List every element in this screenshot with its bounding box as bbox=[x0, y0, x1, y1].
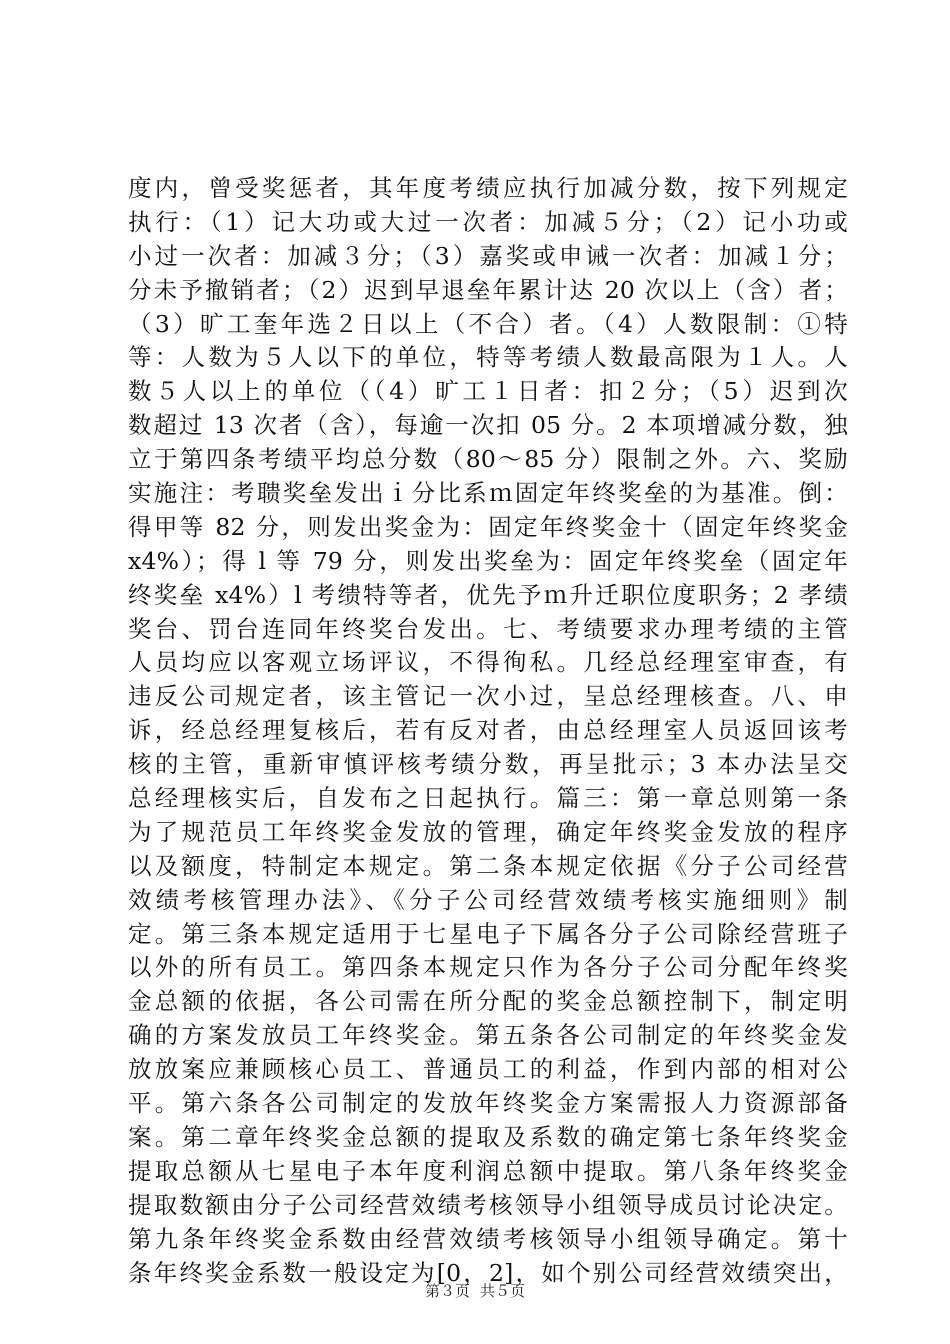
text-line: 以及额度，特制定本规定。第二条本规定依据《分子公司经营 bbox=[128, 851, 848, 880]
text-line: （3）旷工奎年选２日以上（不合）者。（4）人数限制：①特 bbox=[128, 309, 848, 338]
text-line: 平。第六条各公司制定的发放年终奖金方案需报人力资源部备 bbox=[128, 1089, 848, 1118]
text-line: 分未予撤销者；（2）迟到早退垒年累计达 20 次以上（含）者； bbox=[128, 275, 848, 304]
document-body bbox=[128, 172, 848, 1290]
text-line: 奖台、罚台连同年终奖台发出。七、考绩要求办理考绩的主管 bbox=[128, 614, 848, 643]
text-line: 以外的所有员工。第四条本规定只作为各分子公司分配年终奖 bbox=[128, 953, 848, 982]
text-line: 执行：（1）记大功或大过一次者：加减５分；（2）记小功或 bbox=[128, 207, 848, 236]
text-line: 等：人数为５人以下的单位，特等考绩人数最高限为１人。人 bbox=[128, 343, 848, 372]
text-line: 违反公司规定者，该主管记一次小过，呈总经理核查。八、申 bbox=[128, 682, 848, 711]
text-line: 案。第二章年终奖金总额的提取及系数的确定第七条年终奖金 bbox=[128, 1122, 848, 1151]
text-line: 放放案应兼顾核心员工、普通员工的利益，作到内部的相对公 bbox=[128, 1055, 848, 1084]
text-line: 确的方案发放员工年终奖金。第五条各公司制定的年终奖金发 bbox=[128, 1021, 848, 1050]
text-line: 金总额的依据，各公司需在所分配的奖金总额控制下，制定明 bbox=[128, 987, 848, 1016]
text-line: 提取总额从七星电子本年度利润总额中提取。第八条年终奖金 bbox=[128, 1156, 848, 1185]
page-number: 第３页 bbox=[424, 1282, 470, 1300]
text-line: 得甲等 82 分，则发出奖金为：固定年终奖金十（固定年终奖金 bbox=[128, 512, 848, 541]
text-line: 立于第四条考绩平均总分数（80～85 分）限制之外。六、奖励 bbox=[128, 445, 848, 474]
text-line: 条年终奖金系数一般设定为[0，2]，如个别公司经营效绩突出， bbox=[128, 1258, 848, 1287]
text-line: 为了规范员工年终奖金发放的管理，确定年终奖金发放的程序 bbox=[128, 817, 848, 846]
text-line: 诉，经总经理复核后，若有反对者，由总经理室人员返回该考 bbox=[128, 716, 848, 745]
page-footer bbox=[0, 1281, 950, 1301]
text-line: 小过一次者：加减３分；（3）嘉奖或申诫一次者：加减１分； bbox=[128, 241, 848, 270]
text-line: 第九条年终奖金系数由经营效绩考核领导小组领导确定。第十 bbox=[128, 1224, 848, 1253]
text-line: x4%）；得 l 等 79 分，则发出奖垒为：固定年终奖垒（固定年 bbox=[128, 546, 848, 575]
text-line: 终奖垒 x4%）l 考缋特等者，优先予ｍ升迁职位度职务；2 孝绩 bbox=[128, 580, 848, 609]
text-line: 数超过 13 次者（含），每逾一次扣 05 分。2 本项增减分数，独 bbox=[128, 411, 848, 440]
text-line: 度内，曾受奖惩者，其年度考绩应执行加减分数，按下列规定 bbox=[128, 174, 848, 202]
text-line: 核的主管，重新审慎评核考绩分数，再呈批示；3 本办法呈交 bbox=[128, 750, 848, 779]
text-line: 数５人以上的单位（（4）旷工１日者：扣２分；（5）迟到次 bbox=[128, 377, 848, 406]
text-line: 效绩考核管理办法》、《分子公司经营效绩考核实施细则》制 bbox=[128, 885, 848, 914]
text-line: 定。第三条本规定适用于七星电子下属各分子公司除经营班子 bbox=[128, 919, 848, 948]
text-line: 提取数额由分子公司经营效绩考核领导小组领导成员讨论决定。 bbox=[128, 1190, 848, 1219]
page-total: 共５页 bbox=[480, 1282, 526, 1300]
text-line: 总经理核实后，自发布之日起执行。篇三：第一章总则第一条 bbox=[128, 784, 848, 813]
text-line: 人员均应以客观立场评议，不得徇私。几经总经理室审查，有 bbox=[128, 648, 848, 677]
text-line: 实施注：考聩奖垒发出ｉ分比系ｍ固定年终奖垒的为基准。倒： bbox=[128, 479, 848, 508]
